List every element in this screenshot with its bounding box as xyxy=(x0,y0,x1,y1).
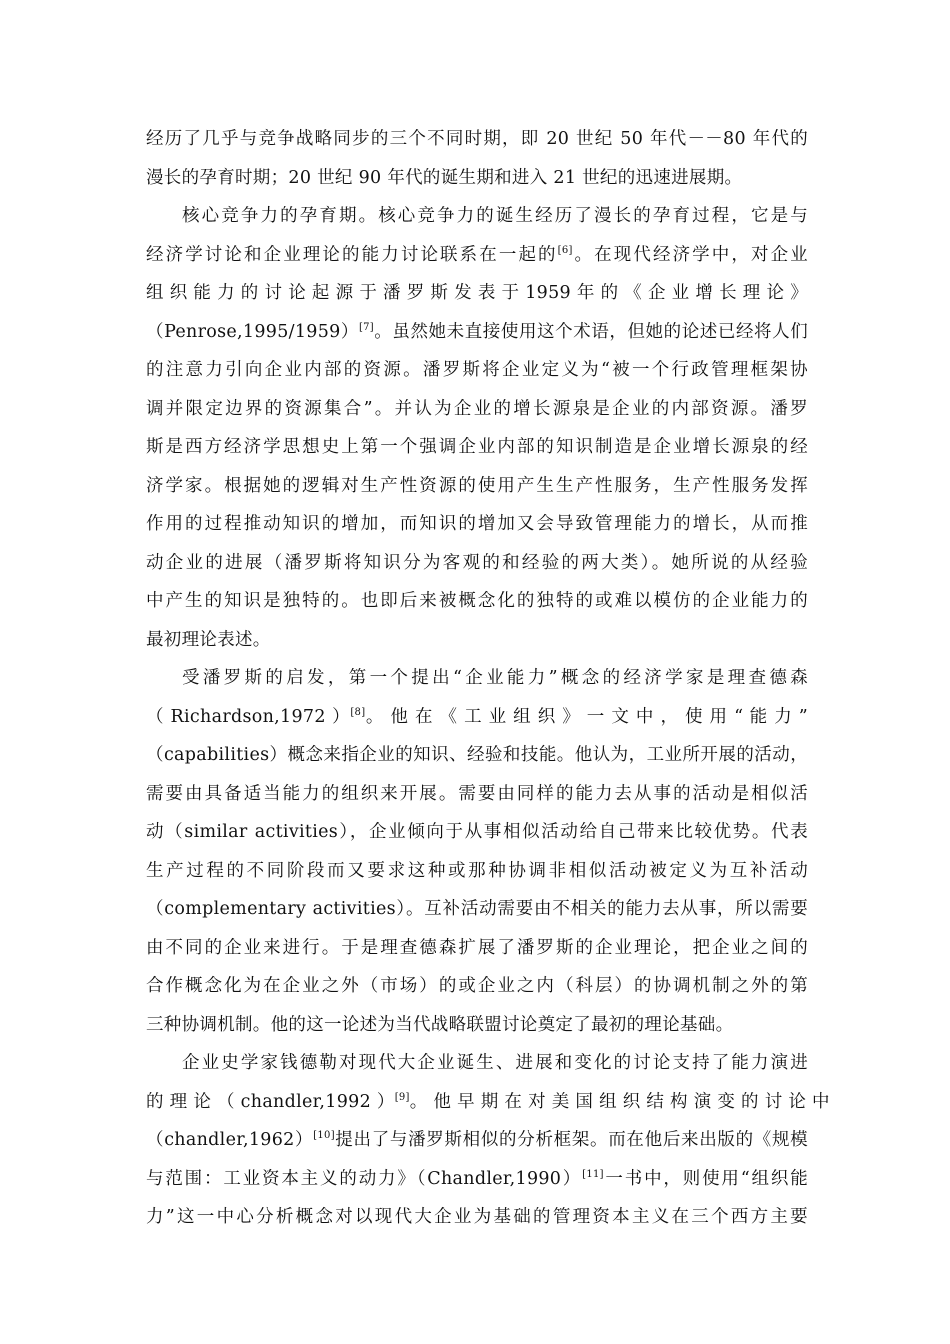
text-line: 漫长的孕育时期；20 世纪 90 年代的诞生期和进入 21 世纪的迅速进展期。 xyxy=(146,167,743,188)
citation-ref: [6] xyxy=(557,244,573,256)
text-line: 济学家。根据她的逻辑对生产性资源的使用产生生产性服务，生产性服务发挥 xyxy=(146,475,808,496)
text-segment: （Penrose,1995/1959） xyxy=(146,321,359,342)
text-segment: 。 他 在 《 工 业 组 织 》 一 文 中 ， 使 用 “ 能 力 ” xyxy=(365,706,809,727)
text-segment: 经济学讨论和企业理论的能力讨论联系在一起的 xyxy=(146,244,558,265)
document-page xyxy=(146,120,830,1237)
citation-ref: [10] xyxy=(313,1130,335,1141)
text-line xyxy=(146,698,808,737)
paragraph-3 xyxy=(146,659,808,1044)
text-line: 作用的过程推动知识的增加，而知识的增加又会导致管理能力的增长，从而推 xyxy=(146,514,808,534)
text-segment: 。在现代经济学中，对企业 xyxy=(572,244,808,265)
text-segment: 。虽然她未直接使用这个术语，但她的论述已经将人们 xyxy=(374,321,808,342)
text-line: （complementary activities）。互补活动需要由不相关的能力去从事，所以需要 xyxy=(146,899,808,919)
text-line: 核心竞争力的孕育期。核心竞争力的诞生经历了漫长的孕育过程，它是与 xyxy=(182,206,808,226)
paragraph-2 xyxy=(146,197,808,659)
text-line xyxy=(146,1083,830,1122)
text-segment: 的 理 论 （ chandler,1992 ） xyxy=(146,1091,395,1112)
text-segment: 与范围：工业资本主义的动力》（Chandler,1990） xyxy=(146,1168,583,1189)
text-line: 合作概念化为在企业之外（市场）的或企业之内（科层）的协调机制之外的第 xyxy=(146,976,808,996)
text-segment: （chandler,1962） xyxy=(146,1130,314,1150)
paragraph-4 xyxy=(146,1044,830,1237)
text-line: 斯是西方经济学思想史上第一个强调企业内部的知识制造是企业增长源泉的经 xyxy=(146,437,808,457)
text-line xyxy=(146,236,808,275)
text-line: 调并限定边界的资源集合”。并认为企业的增长源泉是企业的内部资源。潘罗 xyxy=(146,398,808,419)
text-line: 动企业的进展（潘罗斯将知识分为客观的和经验的两大类）。她所说的从经验 xyxy=(146,552,808,573)
text-line: 最初理论表述。 xyxy=(146,629,271,650)
text-segment: 提出了与潘罗斯相似的分析框架。而在他后来出版的《规模 xyxy=(334,1130,808,1150)
paragraph-1 xyxy=(146,120,808,197)
text-line xyxy=(146,1121,808,1160)
citation-ref: [9] xyxy=(394,1091,410,1103)
text-line: 受潘罗斯的启发，第一个提出“企业能力”概念的经济学家是理查德森 xyxy=(182,668,808,688)
text-line: 的注意力引向企业内部的资源。潘罗斯将企业定义为“被一个行政管理框架协 xyxy=(146,360,808,380)
text-line: 经历了几乎与竞争战略同步的三个不同时期，即 20 世纪 50 年代－－80 年代的 xyxy=(146,129,808,149)
text-line xyxy=(146,313,808,352)
text-line: 动（similar activities），企业倾向于从事相似活动给自己带来比较优势。代表 xyxy=(146,822,808,842)
text-line: 需要由具备适当能力的组织来开展。需要由同样的能力去从事的活动是相似活 xyxy=(146,783,808,804)
text-line: 力”这一中心分析概念对以现代大企业为基础的管理资本主义在三个西方主要 xyxy=(146,1207,808,1227)
citation-ref: [7] xyxy=(358,321,375,333)
text-segment: 一书中，则使用“组织能 xyxy=(603,1168,808,1189)
text-line: 企业史学家钱德勒对现代大企业诞生、进展和变化的讨论支持了能力演进 xyxy=(182,1053,808,1073)
text-line: 由不同的企业来进行。于是理查德森扩展了潘罗斯的企业理论，把企业之间的 xyxy=(146,937,808,958)
text-segment: （ Richardson,1972 ） xyxy=(146,706,351,727)
text-line: （capabilities）概念来指企业的知识、经验和技能。他认为，工业所开展的活动， xyxy=(146,745,808,765)
citation-ref: [11] xyxy=(582,1168,604,1180)
citation-ref: [8] xyxy=(350,706,366,718)
text-line xyxy=(146,1160,808,1199)
text-line: 中产生的知识是独特的。也即后来被概念化的独特的或难以模仿的企业能力的 xyxy=(146,591,808,611)
text-line: 三种协调机制。他的这一论述为当代战略联盟讨论奠定了最初的理论基础。 xyxy=(146,1014,734,1035)
text-segment: 。 他 早 期 在 对 美 国 组 织 结 构 演 变 的 讨 论 中 xyxy=(409,1091,830,1112)
text-line: 组 织 能 力 的 讨 论 起 源 于 潘 罗 斯 发 表 于 1959 年 的 《 企 业 增 长 理 论 》 xyxy=(146,283,808,303)
text-line: 生产过程的不同阶段而又要求这种或那种协调非相似活动被定义为互补活动 xyxy=(146,860,808,881)
